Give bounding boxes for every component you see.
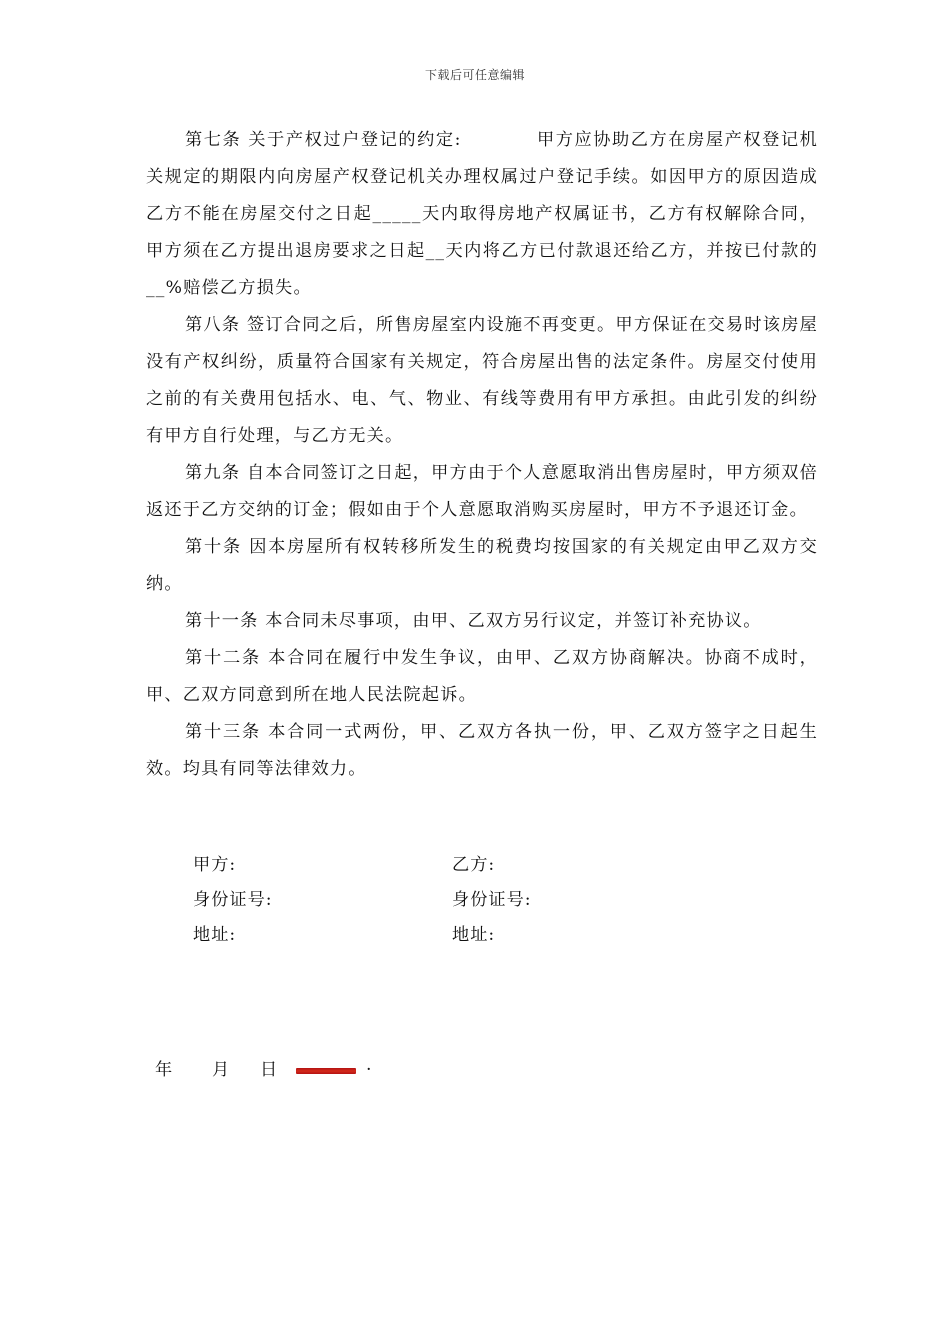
red-seal-mark [296, 1068, 356, 1074]
article-11: 第十一条 本合同未尽事项，由甲、乙双方另行议定，并签订补充协议。 [185, 611, 762, 631]
party-b-id-label: 身份证号: [452, 890, 532, 910]
date-trailing-dot: . [366, 1055, 372, 1075]
article-7: 第七条 关于产权过户登记的约定: 甲方应协助乙方在房屋产权登记机关规定的期限内向房屋产权登记机关办理权属过户登记手续。如因甲方的原因造成乙方不能在房屋交付之日起_____天内取得房地产权属证书，乙方有权解除合同，甲方须在乙方提出退房要求之日起__天内将乙方已付款退还给乙方，并按已付款的__%赔偿乙方损失。 [146, 130, 818, 298]
article-13: 第十三条 本合同一式两份，甲、乙双方各执一份，甲、乙双方签字之日起生效。均具有同等法律效力。 [146, 722, 818, 779]
article-12: 第十二条 本合同在履行中发生争议，由甲、乙双方协商解决。协商不成时，甲、乙双方同意到所在地人民法院起诉。 [146, 648, 818, 705]
date-year-label: 年 [155, 1060, 173, 1080]
party-b-address-label: 地址: [452, 925, 496, 945]
party-a-label: 甲方: [193, 855, 237, 875]
date-month-label: 月 [212, 1060, 230, 1080]
article-9: 第九条 自本合同签订之日起，甲方由于个人意愿取消出售房屋时，甲方须双倍返还于乙方交纳的订金；假如由于个人意愿取消购买房屋时，甲方不予退还订金。 [146, 463, 818, 520]
article-8: 第八条 签订合同之后，所售房屋室内设施不再变更。甲方保证在交易时该房屋没有产权纠纷，质量符合国家有关规定，符合房屋出售的法定条件。房屋交付使用之前的有关费用包括水、电、气、物业、有线等费用有甲方承担。由此引发的纠纷有甲方自行处理，与乙方无关。 [146, 315, 818, 446]
page-header: 下载后可任意编辑 [424, 68, 525, 82]
article-10: 第十条 因本房屋所有权转移所发生的税费均按国家的有关规定由甲乙双方交纳。 [146, 537, 818, 594]
contract-body [146, 122, 818, 788]
party-a-id-label: 身份证号: [193, 890, 273, 910]
party-b-label: 乙方: [452, 855, 496, 875]
date-day-label: 日 [260, 1060, 278, 1080]
party-a-address-label: 地址: [193, 925, 237, 945]
